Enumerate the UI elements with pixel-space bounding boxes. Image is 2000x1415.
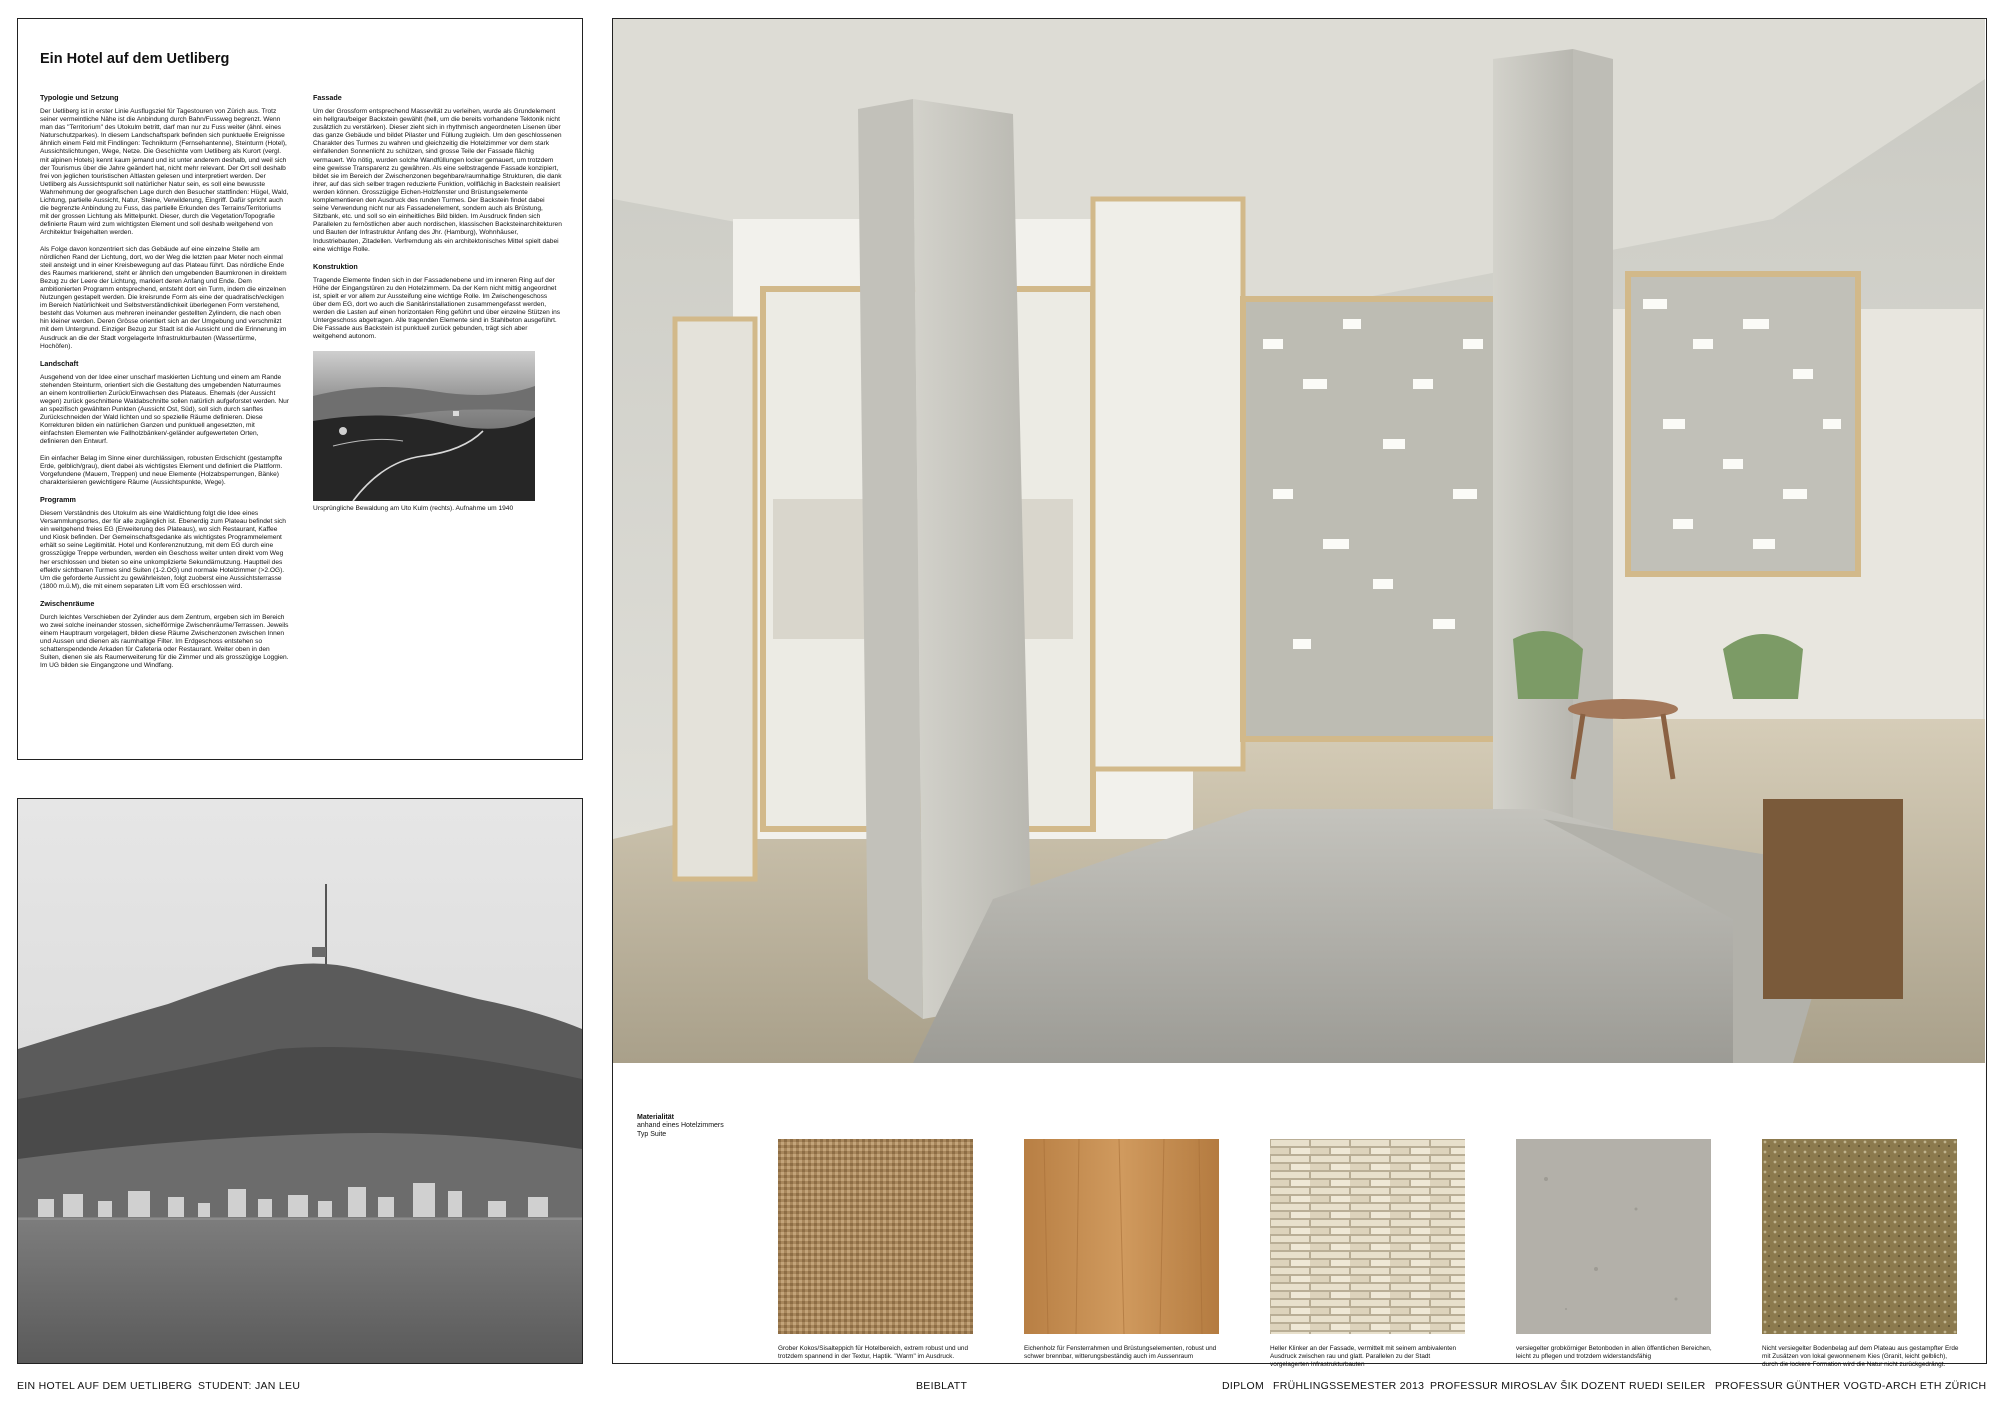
section-paragraph: Als Folge davon konzentriert sich das Gebäude auf eine einzelne Stelle am nördlichen Rand der Lichtung, dort, wo der Weg die letzten paar Meter noch einmal steil ansteigt und in einer Kreisbewegung auf das Plateau führt. Das nördliche Ende des Raumes markierend, steht er ähnlich den umgebenden Baumkronen in direktem Bezug zu der Leere der Lichtung, markiert deren Anfang und Ende. Dem ambitionierten Programm entsprechend, entsteht dort ein Turm, indem die einzelnen Nutzungen gestapelt werden. Die kreisrunde Form als eine der quadratisch/eckigen im Bereich Natürlichkeit und Selbstverständlichkeit überlegenen Form verstehend, besteht das Volumen aus mehreren ineinander gestellten Zylindern, die nach oben hin kleiner werden. Deren Grösse orientiert sich an der Umgebung und verschmilzt mit dem Untergrund. Einziger Bezug zur Stadt ist die Aussicht und die Erinnerung im Ausdruck an die der Stadt vorgelagerte Infrastrukturbauten (Wassertürme, Hochöfen). <box>40 245 287 350</box>
swatch-coir-carpet <box>778 1139 973 1334</box>
swatch-concrete-floor <box>1516 1139 1711 1334</box>
section-paragraph: Tragende Elemente finden sich in der Fassadenebene und im inneren Ring auf der Höhe der Eingangstüren zu den Hotelzimmern. Da der Kern nicht mittig angeordnet ist, spielt er vor allem zur Aussteifung eine wichtige Rolle. Im Zwischengeschoss über dem EG, dort wo auch die Sanitärinstallationen zusammengefasst werden, werden die Lasten auf einen horizontalen Ring geführt und über einzelne Stützen ins Untergeschoss abgetragen. Alle tragenden Elemente sind in Stahlbeton ausgeführt. Die Fassade aus Backstein ist punktuell zurück gebunden, trägt sich aber weitgehend autonom. <box>313 276 561 341</box>
section-paragraph: Diesem Verständnis des Utokulm als eine Waldlichtung folgt die Idee eines Versammlungsortes, der für alle zugänglich ist. Ebenerdig zum Plateau befindet sich ein weitgehend freies EG (Erweiterung des Plateaus), wo sich Restaurant, Kaffee und Kiosk befinden. Der Gemeinschaftsgedanke als wichtigstes Programmelement erhält so seine Legitimität. Hotel und Konferenznutzung, mit dem EG durch eine grosszügige Treppe verbunden, werden ein Geschoss weiter unten direkt vom Weg her erschlossen und bieten so eine unkomplizierte Sekundärnutzung. Hauptteil des effektiv sichtbaren Turmes sind Suiten (1-2.OG) und normale Hotelzimmer (>2.OG). Um die geforderte Aussicht zu gewährleisten, folgt zuoberst eine Aussichtsterrasse (1800 m.ü.M), die mit einem separaten Lift vom EG erschlossen wird. <box>40 509 286 590</box>
section-heading: Fassade <box>313 93 342 102</box>
section-paragraph: Durch leichtes Verschieben der Zylinder aus dem Zentrum, ergeben sich im Bereich wo zwei solche ineinander stossen, sichelförmige Zwischenräume/Terrassen. Jeweils einem Hauptraum vorgelagert, bilden diese Räume Zwischenzonen zwischen Innen und Aussen und dienen als raumhaltige Filter. Im Erdgeschoss entstehen so schattenspendende Arkaden für Cafeteria oder Restaurant. Weiter oben in den Suiten, dienen sie als Raumerweiterung für die Zimmer und als grosszügige Loggien. Im UG bilden sie Eingangzone und Windfang. <box>40 613 289 670</box>
footer-project: EIN HOTEL AUF DEM UETLIBERG <box>17 1380 193 1392</box>
text-panel <box>17 18 583 760</box>
materials-subtitle: Typ Suite <box>637 1130 667 1138</box>
materials-subtitle: anhand eines Hotelzimmers <box>637 1122 724 1130</box>
material-caption: Nicht versiegelter Bodenbelag auf dem Plateau aus gestampfter Erde mit Zusätzen von lokal gewonnenem Kies (Granit, leicht gelblich), durch die lockere Formation wird die Natur nicht zurückgedrängt. <box>1762 1345 1959 1368</box>
footer-sheet: BEIBLATT <box>916 1380 968 1392</box>
material-caption: Heller Klinker an der Fassade, vermittelt mit seinem ambivalenten Ausdruck zwischen rau und glatt. Parallelen zu der Stadt vorgelagerten Infrastrukturbauten <box>1270 1345 1457 1368</box>
materials-title: Materialität <box>637 1114 674 1121</box>
section-paragraph: Ein einfacher Belag im Sinne einer durchlässigen, robusten Erdschicht (gestampfte Erde, gelblich/grau), dient dabei als wichtigstes Element und definiert die Plattform. Vorgefundene (Mauern, Treppen) und neue Elemente (Holzabsperrungen, Bänke) charakterisieren gewichtigere Räume (Aussichtspunkte, Wege). <box>40 454 283 486</box>
swatch-earth-surface <box>1762 1139 1957 1334</box>
materials-strip <box>613 1063 1985 1368</box>
section-paragraph: Um der Grossform entsprechend Massevität zu verleihen, wurde als Grundelement ein hellgrau/beiger Backstein gewählt (hell, um die bereits vorhandene Tektonik nicht zusätzlich zu verstärken). Dieser zieht sich in rhythmisch angeordneten Lisenen über das ganze Gebäude und bildet Pilaster und Füllung zugleich. Um den geschlossenen Charakter des Turmes zu wahren und gleichzeitig die Hotelzimmer vor dem stark einfallenden Sonnenlicht zu schützen, sind grosse Teile der Fassade flächig vermauert. Wo nötig, wurden solche Wandfüllungen locker gemauert, um trotzdem eine gewisse Transparenz zu gewähren. Als eine selbstragende Fassade konzipiert, bildet sie im Bereich der Zwischenzonen begehbare/raumhaltige Strukturen, die dank ihrer, auf das sich selber tragen reduzierte Funktion, vollflächig in Backstein realisiert werden können. Grosszügige Eichen-Holzfenster und Brüstungselemente komplementieren den Ausdruck des runden Turmes. Der Backstein findet dabei seine Verwendung nicht nur als Fassadenelement, sondern auch als Brüstung, Sitzbank, etc. und soll so ein einheitliches Bild bilden. Im Ausdruck finden sich Parallelen zu fernöstlichen aber auch nordischen, klassischen Backsteinarchitekturen und Bauten der Infrastruktur Anfang des Jhr. (Hamburg), Wohnhäuser, Industriebauten, Zitadellen. Verfremdung als ein architektonisches Mittel spielt dabei eine wichtige Rolle. <box>313 108 562 253</box>
render-panel <box>612 18 1987 1368</box>
footer-professor-2: PROFESSUR GÜNTHER VOGT <box>1715 1380 1875 1392</box>
material-caption: versiegelter grobkörniger Betonboden in allen öffentlichen Bereichen, leicht zu pflegen und trotzdem widerstandsfähig <box>1516 1345 1712 1360</box>
section-heading: Landschaft <box>40 358 79 368</box>
swatch-light-brick <box>1270 1139 1465 1334</box>
footer-semester: FRÜHLINGSSEMESTER 2013 <box>1273 1380 1425 1392</box>
section-heading: Zwischenräume <box>40 598 95 608</box>
footer-department: D-ARCH ETH ZÜRICH <box>1874 1380 1987 1392</box>
footer-student: STUDENT: JAN LEU <box>198 1380 301 1392</box>
document-title: Ein Hotel auf dem Uetliberg <box>40 51 230 67</box>
footer-lecturer: DOZENT RUEDI SEILER <box>1581 1380 1706 1392</box>
historic-aerial-photo <box>313 351 535 501</box>
footer-diploma: DIPLOM <box>1222 1380 1265 1392</box>
footer-professor-1: PROFESSUR MIROSLAV ŠIK <box>1430 1380 1579 1392</box>
materials-label <box>637 1114 724 1139</box>
section-heading: Programm <box>40 494 76 504</box>
text-column-left <box>40 93 289 679</box>
text-column-right <box>313 93 562 679</box>
swatch-oak-wood <box>1024 1139 1219 1334</box>
material-caption: Grober Kokos/Sisalteppich für Hotelbereich, extrem robust und und trotzdem spannend in der Textur, Haptik. "Warm" im Ausdruck. <box>778 1345 969 1360</box>
section-heading: Typologie und Setzung <box>40 93 119 102</box>
hotel-room-render <box>613 19 1985 1063</box>
photo-caption: Ursprüngliche Bewaldung am Uto Kulm (rechts). Aufnahme um 1940 <box>313 505 514 513</box>
section-paragraph: Der Uetliberg ist in erster Linie Ausflugsziel für Tagestouren von Zürich aus. Trotz seiner vermeintliche Nähe ist die Anbindung durch Bahn/Fussweg begrenzt. Wenn man das "Territorium" des Utokulm betritt, darf man nur zu Fuss weiter (ähnl. eines Naturschutzparkes). In diesem Landschaftspark befinden sich punktuelle Ereignisse ähnlich einem Feld mit Findlingen: Technikturm (Fernsehantenne), Steinturm (Hotel), Aussichtslichtungen, Wege, Netze. Die Geschichte vom Uetliberg als Kurort (vergl. mit alpinen Hotels) kennt kaum jemand und ist unter anderem deshalb, und weil sich der Tourismus über die Jahre geändert hat, nicht mehr relevant. Der Ort soll deshalb frei von jeglichen touristischen Altlasten gelesen und interpretiert werden. Der Uetliberg als Aussichtspunkt soll natürlicher Natur sein, es soll eine bewusste Wahrnehmung der geografischen Lage durch den Besucher stattfinden: Hügel, Wald, Lichtung, partielle Aussicht, Natur, Steine, Verwilderung, Eingriff. Dafür spricht auch die begrenzte Anbindung zu Fuss, das partielle Erkunden des Terrains/Territoriums mit der grossen Lichtung als Mittelpunkt. Dieser, durch die Vegetation/Topografie definierte Raum wird zum wichtigsten Element und soll deshalb weitgehend von Architektur freigehalten werden. <box>40 108 289 237</box>
section-paragraph: Ausgehend von der Idee einer unscharf maskierten Lichtung und einem am Rande stehenden Steinturm, orientiert sich die Gestaltung des umgebenden Naturraumes an einem kontrollierten Zurück/Einwachsen des Plateaus. Ehemals (der Aussicht wegen) zurück geschnittene Waldabschnitte sollen natürlich aufgeforstet werden. Nur an spezifisch gewählten Punkten (Aussicht Ost, Süd), soll sich durch sanftes Zurückschneiden der Wald lichten und so spezielle Räume definieren. Diese Korrekturen bilden ein natürlichen Ganzen und punktuell angesetzten, mit einfachsten Elementen wie Fallholzbänken/-geländer aufgewerteten Orten, definieren den Entwurf. <box>40 373 289 446</box>
uetliberg-view-photo <box>17 798 583 1364</box>
material-caption: Eichenholz für Fensterrahmen und Brüstungselementen, robust und schwer brennbar, witterungsbeständig auch im Aussenraum <box>1024 1345 1217 1360</box>
section-heading: Konstruktion <box>313 261 358 271</box>
